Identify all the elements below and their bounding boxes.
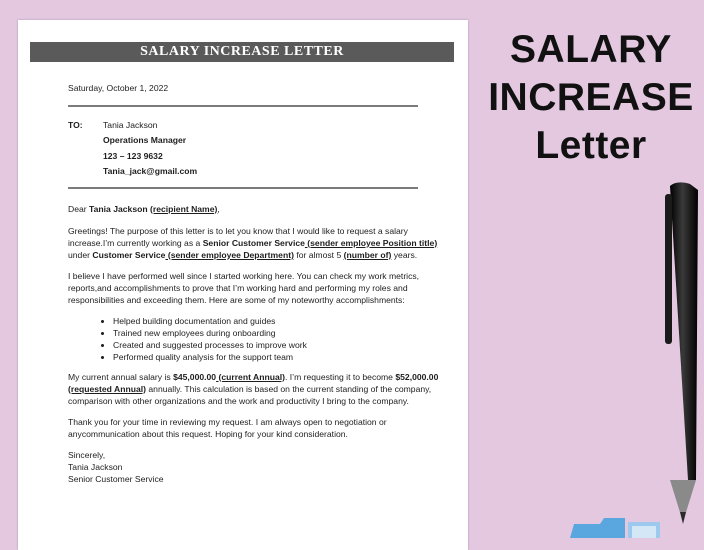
number-placeholder: (number of) (343, 249, 392, 260)
signature-name: Tania Jackson (68, 461, 123, 472)
document-heading: SALARY INCREASE LETTER (30, 42, 454, 62)
banner-line-3: Letter (535, 124, 647, 167)
requested-salary: $52,000.00 (395, 371, 439, 382)
sender-department: Customer Service (92, 249, 166, 260)
list-item: • Trained new employees during onboarding (113, 327, 450, 339)
pen-icon (650, 180, 704, 530)
accomplishments-list (68, 315, 450, 363)
position-placeholder: (sender employee Position title) (304, 237, 438, 248)
recipient-email: Tania_jack@gmail.com (103, 166, 198, 177)
letter-date: Saturday, October 1, 2022 (68, 83, 169, 93)
sender-position: Senior Customer Service (202, 237, 305, 248)
current-placeholder: (current Annual) (216, 371, 286, 382)
salutation-name: Tania Jackson (89, 203, 148, 214)
salutation: Dear Tania Jackson (recipient Name), (68, 203, 220, 214)
signature-title: Senior Customer Service (68, 473, 164, 484)
recipient-phone: 123 – 123 9632 (103, 150, 163, 161)
divider-top (68, 105, 418, 107)
closing: Sincerely, (68, 449, 106, 460)
banner-line-1: SALARY (510, 28, 672, 71)
to-label: TO: (68, 120, 83, 130)
banner-title (478, 26, 704, 170)
paragraph-salary: My current annual salary is $45,000.00 (current Annual). I’m requesting it to become $52,000.00 (requested Annual) annually. This calculation is based on the current standing of the company, comparison with other organizations and the work and productivity I bring to the company. (68, 371, 439, 406)
banner-line-2: INCREASE (488, 76, 694, 119)
paragraph-performance: I believe I have performed well since I started working here. You can check my work metrics, reports,and accomplishments to prove that I’m working hard and performing my roles and responsibilities and exceeding them. Here are some of my noteworthy accomplishments: (68, 270, 420, 305)
salutation-placeholder: (recipient Name) (150, 203, 218, 214)
department-placeholder: (sender employee Department) (165, 249, 294, 260)
recipient-position: Operations Manager (103, 135, 187, 146)
folder-icon (570, 512, 660, 538)
requested-placeholder: (requested Annual) (68, 383, 146, 394)
list-item: • Created and suggested processes to improve work (113, 339, 450, 351)
recipient-block (68, 119, 450, 181)
paragraph-intro: Greetings! The purpose of this letter is to let you know that I would like to request a salary increase.I’m currently working as a Senior Customer Service (sender employee Position title) under Customer Service (sender employee Department) for almost 5 (number of) years. (68, 225, 438, 260)
paragraph-thanks: Thank you for your time in reviewing my request. I am always open to negotiation or anycommunication about this request. Hoping for your kind consideration. (68, 416, 387, 439)
list-item: • Helped building documentation and guides (113, 315, 450, 327)
letter-body (68, 82, 450, 485)
recipient-details (103, 119, 197, 181)
divider-bottom (68, 187, 418, 189)
current-salary: $45,000.00 (173, 371, 217, 382)
letter-document (18, 20, 468, 550)
recipient-name: Tania Jackson (103, 120, 158, 130)
closing-block (68, 449, 450, 485)
list-item: • Performed quality analysis for the support team (113, 351, 450, 363)
